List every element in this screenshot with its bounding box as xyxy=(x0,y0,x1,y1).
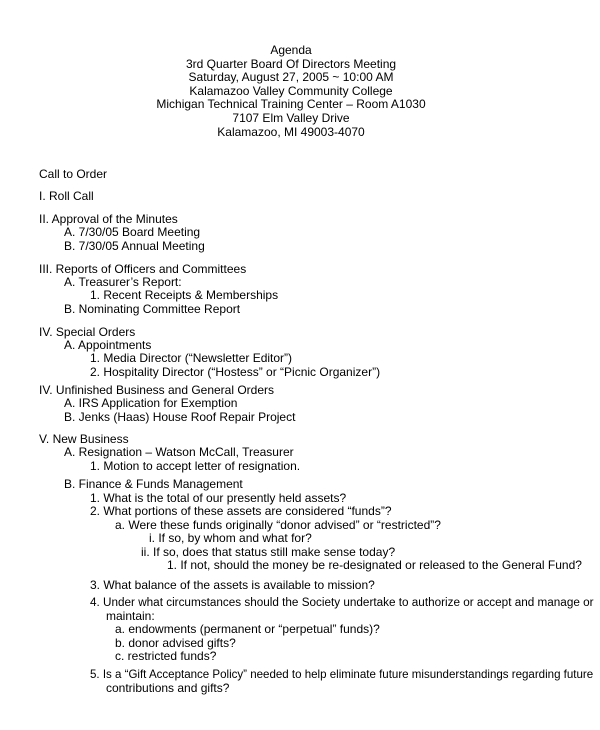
street-address: 7107 Elm Valley Drive xyxy=(232,110,350,125)
new-item-b4b: b. donor advised gifts? xyxy=(115,636,236,650)
new-item-b3: 3. What balance of the assets is available to mission? xyxy=(90,578,375,592)
special-heading: IV. Special Orders xyxy=(39,325,136,339)
reports-heading: III. Reports of Officers and Committees xyxy=(39,262,247,276)
unfinished-item-a: A. IRS Application for Exemption xyxy=(64,396,238,410)
new-item-b2a-ii-1: 1. If not, should the money be re-designated or released to the General Fund? xyxy=(167,558,582,572)
meeting-location: Michigan Technical Training Center – Room A1030 xyxy=(156,97,426,112)
reports-item-b: B. Nominating Committee Report xyxy=(64,302,241,316)
college-name: Kalamazoo Valley Community College xyxy=(189,83,393,98)
new-item-b1: 1. What is the total of our presently held assets? xyxy=(90,491,347,505)
new-item-b5: 5. Is a “Gift Acceptance Policy” needed to help eliminate future misunderstandings regarding future xyxy=(90,669,594,681)
new-item-b4: 4. Under what circumstances should the Society undertake to authorize or accept and manage or xyxy=(90,596,594,609)
new-item-b2a-ii: ii. If so, does that status still make sense today? xyxy=(141,545,396,559)
new-item-b2: 2. What portions of these assets are considered “funds”? xyxy=(90,504,392,518)
approval-heading: II. Approval of the Minutes xyxy=(39,212,178,226)
new-item-b: B. Finance & Funds Management xyxy=(64,477,243,491)
reports-item-a1: 1. Recent Receipts & Memberships xyxy=(90,288,279,302)
new-item-a1: 1. Motion to accept letter of resignation. xyxy=(90,459,301,473)
meeting-name: 3rd Quarter Board Of Directors Meeting xyxy=(185,56,397,71)
new-item-b2a-i: i. If so, by whom and what for? xyxy=(149,531,312,545)
reports-item-a: A. Treasurer’s Report: xyxy=(64,275,182,289)
new-item-b4c: c. restricted funds? xyxy=(115,649,217,663)
approval-item-b: B. 7/30/05 Annual Meeting xyxy=(64,239,205,253)
agenda-title: Agenda xyxy=(270,43,312,57)
agenda-header xyxy=(0,44,582,139)
new-item-b2a: a. Were these funds originally “donor advised” or “restricted”? xyxy=(115,518,441,532)
city-address: Kalamazoo, MI 49003-4070 xyxy=(217,124,365,139)
roll-call: I. Roll Call xyxy=(39,189,94,203)
call-to-order: Call to Order xyxy=(39,167,108,181)
new-item-a: A. Resignation – Watson McCall, Treasurer xyxy=(64,445,294,459)
new-business-heading: V. New Business xyxy=(39,432,129,446)
approval-item-a: A. 7/30/05 Board Meeting xyxy=(64,225,201,239)
unfinished-heading: IV. Unfinished Business and General Orders xyxy=(39,383,275,397)
new-item-b4-continued: maintain: xyxy=(106,609,155,623)
new-item-b4a: a. endowments (permanent or “perpetual” funds)? xyxy=(115,622,380,636)
special-item-a1: 1. Media Director (“Newsletter Editor”) xyxy=(90,351,293,365)
special-item-a2: 2. Hospitality Director (“Hostess” or “Picnic Organizer”) xyxy=(90,365,381,379)
meeting-datetime: Saturday, August 27, 2005 ~ 10:00 AM xyxy=(188,70,394,85)
special-item-a: A. Appointments xyxy=(64,338,152,352)
unfinished-item-b: B. Jenks (Haas) House Roof Repair Project xyxy=(64,410,296,424)
new-item-b5-continued: contributions and gifts? xyxy=(106,681,230,695)
